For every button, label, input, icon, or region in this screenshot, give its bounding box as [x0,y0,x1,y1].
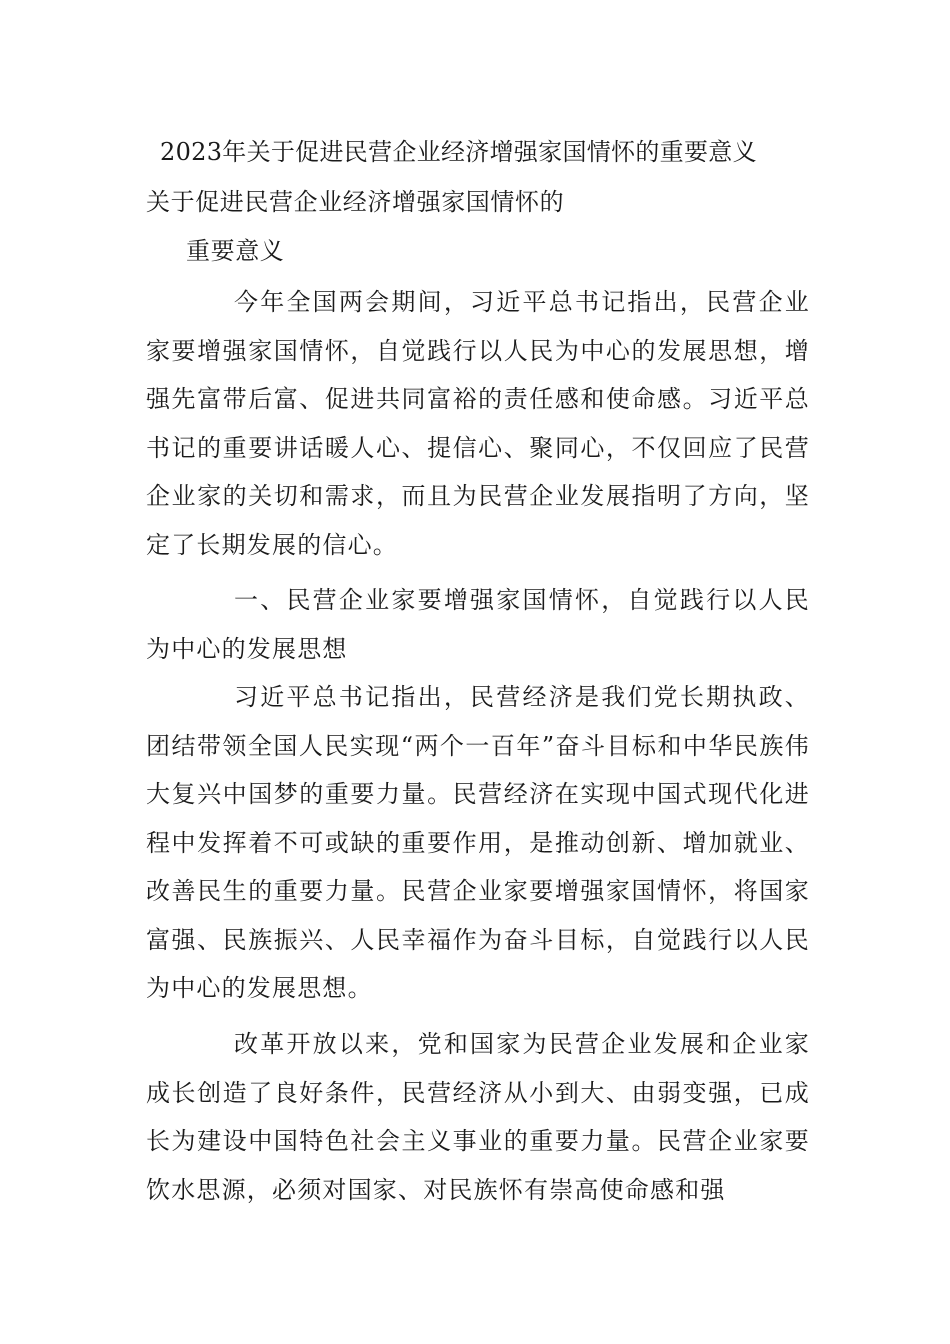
subtitle-line-2: 重要意义 [186,237,285,265]
paragraph-body-2: 改革开放以来，党和国家为民营企业发展和企业家成长创造了良好条件，民营经济从小到大、由弱变强，已成长为建设中国特色社会主义事业的重要力量。民营企业家要饮水思源，必须对国家、对民族怀有崇高使命感和强 [146,1030,810,1204]
paragraph-body-1: 习近平总书记指出，民营经济是我们党长期执政、团结带领全国人民实现“两个一百年”奋斗目标和中华民族伟大复兴中国梦的重要力量。民营经济在实现中国式现代化进程中发挥着不可或缺的重要作用，是推动创新、增加就业、改善民生的重要力量。民营企业家要增强家国情怀，将国家富强、民族振兴、人民幸福作为奋斗目标，自觉践行以人民为中心的发展思想。 [146,683,810,1002]
section-heading-1: 一、民营企业家要增强家国情怀，自觉践行以人民为中心的发展思想 [146,586,810,663]
paragraph-intro: 今年全国两会期间，习近平总书记指出，民营企业家要增强家国情怀，自觉践行以人民为中心的发展思想，增强先富带后富、促进共同富裕的责任感和使命感。习近平总书记的重要讲话暖人心、提信心、聚同心，不仅回应了民营企业家的关切和需求，而且为民营企业发展指明了方向，坚定了长期发展的信心。 [146,288,810,559]
subtitle-line-1: 关于促进民营企业经济增强家国情怀的 [146,188,565,216]
document-title: 2023年关于促进民营企业经济增强家国情怀的重要意义 [160,138,757,166]
